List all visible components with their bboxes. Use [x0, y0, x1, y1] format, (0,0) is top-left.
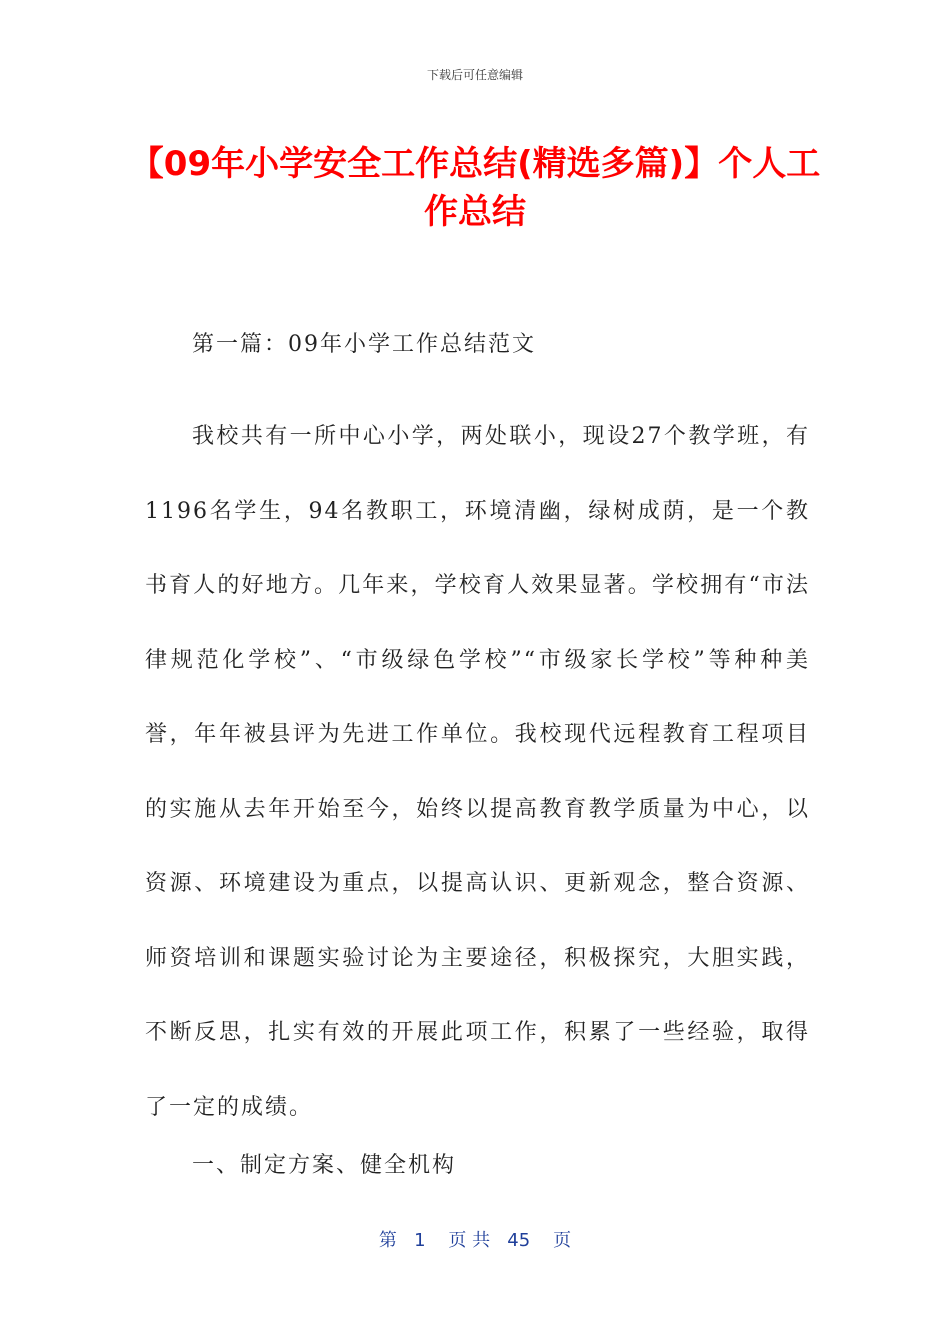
- body-paragraph: 我校共有一所中心小学，两处联小，现设27个教学班，有1196名学生，94名教职工，环境清幽，绿树成荫，是一个教书育人的好地方。几年来，学校育人效果显著。学校拥有“市法律规范化学校”、“市级绿色学校”“市级家长学校”等种种美誉，年年被县评为先进工作单位。我校现代远程教育工程项目的实施从去年开始至今，始终以提高教育教学质量为中心，以资源、环境建设为重点，以提高认识、更新观念，整合资源、师资培训和课题实验讨论为主要途径，积极探究，大胆实践，不断反思，扎实有效的开展此项工作，积累了一些经验，取得了一定的成绩。: [145, 424, 810, 1120]
- document-title: 【09年小学安全工作总结(精选多篇)】个人工作总结: [129, 144, 821, 232]
- header-note: 下载后可任意编辑: [426, 68, 523, 82]
- subheading: 一、制定方案、健全机构: [192, 1153, 457, 1178]
- section-heading: 第一篇：09年小学工作总结范文: [192, 332, 536, 357]
- page-number-footer: 第 1 页 共 45 页: [378, 1230, 572, 1251]
